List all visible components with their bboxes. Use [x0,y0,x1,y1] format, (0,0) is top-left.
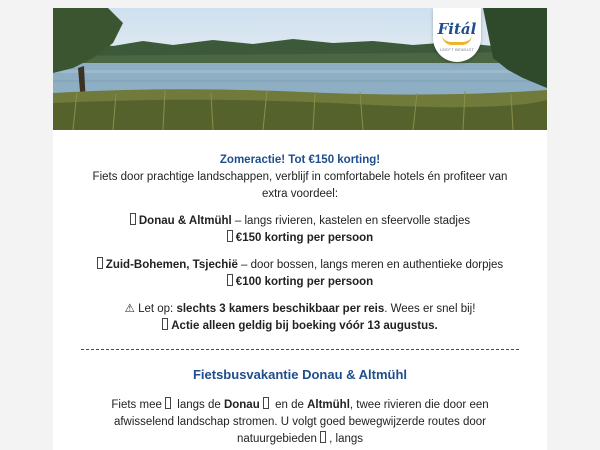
fital-logo[interactable] [433,8,481,62]
calendar-icon [162,318,168,330]
warning-suffix: . Wees er snel bij! [384,303,476,315]
warning-prefix: ⚠ Let op: [124,303,177,315]
logo-swoosh-icon [442,35,472,45]
dashed-divider [81,349,519,350]
offer-name: Zuid-Bohemen, Tsjechië [105,259,238,271]
offer-discount: €100 korting per persoon [235,276,374,288]
offer-discount: €150 korting per persoon [235,232,374,244]
availability-warning [53,301,547,318]
offer-discount-2 [53,274,547,291]
hero-image [53,8,547,130]
email-body [53,8,547,450]
deadline-text: Actie alleen geldig bij boeking vóór 13 augustus. [171,320,438,332]
bike-icon [130,213,136,225]
offer-line-1 [53,213,547,230]
offer-name: Donau & Altmühl [138,215,232,227]
logo-subtitle: LEEFT BEWUST [439,47,475,52]
tree-icon [320,431,326,443]
section-body: Fiets mee langs de Donau en de Altmühl, twee rivieren die door een afwisselend landschap stromen. U volgt goed bewegwijzerde routes door natuurgebieden , langs [111,399,489,445]
offer-desc: – door bossen, langs meren en authentieke dorpjes [237,259,504,271]
gift-icon [227,274,233,286]
section-title: Fietsbusvakantie Donau & Altmühl [192,367,408,382]
gift-icon [227,230,233,242]
promo-title: Zomeractie! Tot €150 korting! [219,154,381,166]
email-content [53,152,547,448]
bike-icon [165,397,171,409]
forest-icon [97,257,103,269]
warning-bold: slechts 3 kamers beschikbaar per reis [176,303,385,315]
offer-desc: – langs rivieren, kastelen en sfeervolle stadjes [231,215,471,227]
offer-line-2 [53,257,547,274]
logo-wordmark: Fitál [437,20,477,38]
offer-discount-1 [53,230,547,247]
deadline-notice [53,318,547,335]
river-icon [263,397,269,409]
promo-intro: Fiets door prachtige landschappen, verblijf in comfortabele hotels én profiteer van extra voordeel: [92,171,508,200]
